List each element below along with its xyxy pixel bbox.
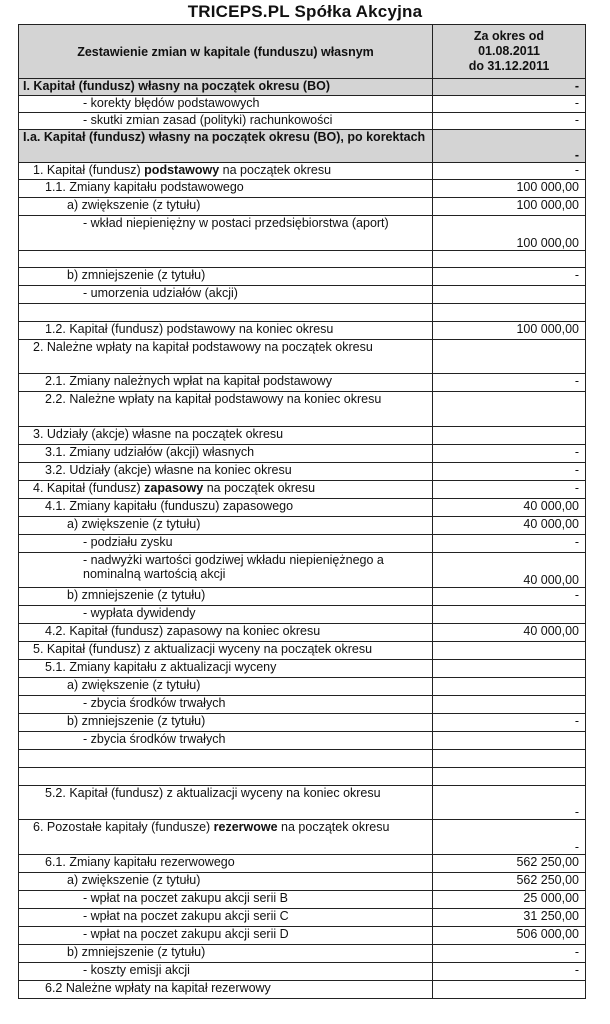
row-label-post: na początek okresu	[277, 820, 390, 834]
row-label: a) zwiększenie (z tytułu)	[19, 517, 433, 535]
row-label	[19, 481, 433, 499]
row-label-pre: 4. Kapitał (fundusz)	[33, 481, 145, 495]
row-value: 40 000,00	[433, 517, 586, 535]
table-row	[19, 945, 586, 963]
row-label: I.a. Kapitał (fundusz) własny na początek okresu (BO), po korektach	[19, 130, 433, 163]
row-label	[19, 750, 433, 768]
row-value	[433, 981, 586, 999]
table-row	[19, 606, 586, 624]
table-row	[19, 517, 586, 535]
header-label: Zestawienie zmian w kapitale (funduszu) własnym	[19, 25, 433, 79]
row-value	[433, 696, 586, 714]
header-period	[433, 25, 586, 79]
table-row	[19, 624, 586, 642]
row-value: -	[433, 820, 586, 855]
row-value: -	[433, 113, 586, 130]
row-label: 4.1. Zmiany kapitału (funduszu) zapasowego	[19, 499, 433, 517]
row-label: 5.2. Kapitał (fundusz) z aktualizacji wyceny na koniec okresu	[19, 786, 433, 820]
row-label: 1.2. Kapitał (fundusz) podstawowy na koniec okresu	[19, 322, 433, 340]
row-label: 2. Należne wpłaty na kapitał podstawowy na początek okresu	[19, 340, 433, 374]
row-value: -	[433, 130, 586, 163]
row-label: - korekty błędów podstawowych	[19, 96, 433, 113]
table-row	[19, 481, 586, 499]
row-label: - wpłat na poczet zakupu akcji serii B	[19, 891, 433, 909]
table-row	[19, 79, 586, 96]
row-label-bold: rezerwowe	[213, 820, 278, 834]
table-row	[19, 216, 586, 251]
row-value	[433, 768, 586, 786]
row-label: - nadwyżki wartości godziwej wkładu niepieniężnego a nominalną wartością akcji	[19, 553, 433, 588]
row-value	[433, 392, 586, 427]
table-row	[19, 963, 586, 981]
row-value: -	[433, 714, 586, 732]
table-row	[19, 927, 586, 945]
table-row	[19, 304, 586, 322]
table-row	[19, 322, 586, 340]
equity-changes-table	[18, 24, 586, 999]
row-value: 25 000,00	[433, 891, 586, 909]
table-row	[19, 820, 586, 855]
table-row	[19, 981, 586, 999]
table-row	[19, 732, 586, 750]
row-value	[433, 606, 586, 624]
table-row	[19, 374, 586, 392]
table-row	[19, 286, 586, 304]
table-row	[19, 198, 586, 216]
row-label: - wpłat na poczet zakupu akcji serii D	[19, 927, 433, 945]
row-value: 40 000,00	[433, 553, 586, 588]
table-row	[19, 855, 586, 873]
row-value: 40 000,00	[433, 624, 586, 642]
row-label: b) zmniejszenie (z tytułu)	[19, 945, 433, 963]
table-row	[19, 588, 586, 606]
document-title: TRICEPS.PL Spółka Akcyjna	[187, 2, 423, 21]
table-row	[19, 392, 586, 427]
row-value: -	[433, 374, 586, 392]
row-label	[19, 163, 433, 180]
row-label: 4.2. Kapitał (fundusz) zapasowy na koniec okresu	[19, 624, 433, 642]
row-value	[433, 750, 586, 768]
table-row	[19, 251, 586, 268]
row-label: a) zwiększenie (z tytułu)	[19, 198, 433, 216]
row-label-pre: 6. Pozostałe kapitały (fundusze)	[33, 820, 214, 834]
row-value	[433, 251, 586, 268]
row-label: - wpłat na poczet zakupu akcji serii C	[19, 909, 433, 927]
row-value: -	[433, 163, 586, 180]
row-label-bold: zapasowy	[144, 481, 204, 495]
row-value: -	[433, 945, 586, 963]
row-label: 2.2. Należne wpłaty na kapitał podstawowy na koniec okresu	[19, 392, 433, 427]
row-label-post: na początek okresu	[203, 481, 316, 495]
table-row	[19, 268, 586, 286]
row-value: 31 250,00	[433, 909, 586, 927]
row-value: -	[433, 535, 586, 553]
table-row	[19, 642, 586, 660]
row-value: -	[433, 463, 586, 481]
row-value	[433, 286, 586, 304]
row-label	[19, 251, 433, 268]
table-row	[19, 463, 586, 481]
table-row	[19, 163, 586, 180]
row-value: 100 000,00	[433, 180, 586, 198]
row-value	[433, 642, 586, 660]
table-row	[19, 499, 586, 517]
row-value	[433, 304, 586, 322]
row-value	[433, 340, 586, 374]
row-label: 3.1. Zmiany udziałów (akcji) własnych	[19, 445, 433, 463]
row-label: 5. Kapitał (fundusz) z aktualizacji wyceny na początek okresu	[19, 642, 433, 660]
period-line: 01.08.2011	[478, 44, 540, 58]
row-label-post: na początek okresu	[219, 163, 332, 177]
row-label: - umorzenia udziałów (akcji)	[19, 286, 433, 304]
table-row	[19, 427, 586, 445]
table-row	[19, 714, 586, 732]
table-row	[19, 553, 586, 588]
row-label: - zbycia środków trwałych	[19, 732, 433, 750]
table-row	[19, 340, 586, 374]
table-row	[19, 660, 586, 678]
table-row	[19, 445, 586, 463]
row-value: 40 000,00	[433, 499, 586, 517]
row-label: 3. Udziały (akcje) własne na początek okresu	[19, 427, 433, 445]
row-label-bold: podstawowy	[144, 163, 220, 177]
row-label: - podziału zysku	[19, 535, 433, 553]
table-row	[19, 535, 586, 553]
row-label: b) zmniejszenie (z tytułu)	[19, 714, 433, 732]
table-row	[19, 130, 586, 163]
row-value	[433, 732, 586, 750]
table-row	[19, 96, 586, 113]
row-value: 100 000,00	[433, 322, 586, 340]
table-row	[19, 891, 586, 909]
row-value: -	[433, 268, 586, 286]
period-line: Za okres od	[473, 29, 545, 43]
row-label: 6.1. Zmiany kapitału rezerwowego	[19, 855, 433, 873]
row-label	[19, 820, 433, 855]
row-label	[19, 768, 433, 786]
row-label: - koszty emisji akcji	[19, 963, 433, 981]
row-label-pre: 1. Kapitał (fundusz)	[33, 163, 145, 177]
row-value: -	[433, 96, 586, 113]
table-row	[19, 786, 586, 820]
row-value	[433, 427, 586, 445]
row-label: - wypłata dywidendy	[19, 606, 433, 624]
row-value: -	[433, 786, 586, 820]
row-label: b) zmniejszenie (z tytułu)	[19, 268, 433, 286]
period-line: do 31.12.2011	[468, 59, 550, 73]
row-value: 562 250,00	[433, 855, 586, 873]
table-row	[19, 768, 586, 786]
row-value: -	[433, 963, 586, 981]
row-value: 100 000,00	[433, 198, 586, 216]
row-label: 1.1. Zmiany kapitału podstawowego	[19, 180, 433, 198]
row-label: 3.2. Udziały (akcje) własne na koniec okresu	[19, 463, 433, 481]
row-value: 506 000,00	[433, 927, 586, 945]
row-label: 2.1. Zmiany należnych wpłat na kapitał podstawowy	[19, 374, 433, 392]
table-row	[19, 873, 586, 891]
table-row	[19, 180, 586, 198]
table-row	[19, 113, 586, 130]
row-value	[433, 678, 586, 696]
row-label: I. Kapitał (fundusz) własny na początek okresu (BO)	[19, 79, 433, 96]
table-row	[19, 678, 586, 696]
row-label: - skutki zmian zasad (polityki) rachunkowości	[19, 113, 433, 130]
row-label: b) zmniejszenie (z tytułu)	[19, 588, 433, 606]
row-label: a) zwiększenie (z tytułu)	[19, 873, 433, 891]
table-row	[19, 696, 586, 714]
row-value: -	[433, 79, 586, 96]
row-value: 562 250,00	[433, 873, 586, 891]
row-label	[19, 304, 433, 322]
row-value: -	[433, 481, 586, 499]
row-value: -	[433, 588, 586, 606]
row-label: - zbycia środków trwałych	[19, 696, 433, 714]
row-label: a) zwiększenie (z tytułu)	[19, 678, 433, 696]
table-row	[19, 909, 586, 927]
row-value: -	[433, 445, 586, 463]
row-label: - wkład niepieniężny w postaci przedsiębiorstwa (aport)	[19, 216, 433, 251]
table-header	[19, 25, 586, 79]
row-label: 6.2 Należne wpłaty na kapitał rezerwowy	[19, 981, 433, 999]
row-label: 5.1. Zmiany kapitału z aktualizacji wyceny	[19, 660, 433, 678]
row-value	[433, 660, 586, 678]
row-value: 100 000,00	[433, 216, 586, 251]
table-row	[19, 750, 586, 768]
